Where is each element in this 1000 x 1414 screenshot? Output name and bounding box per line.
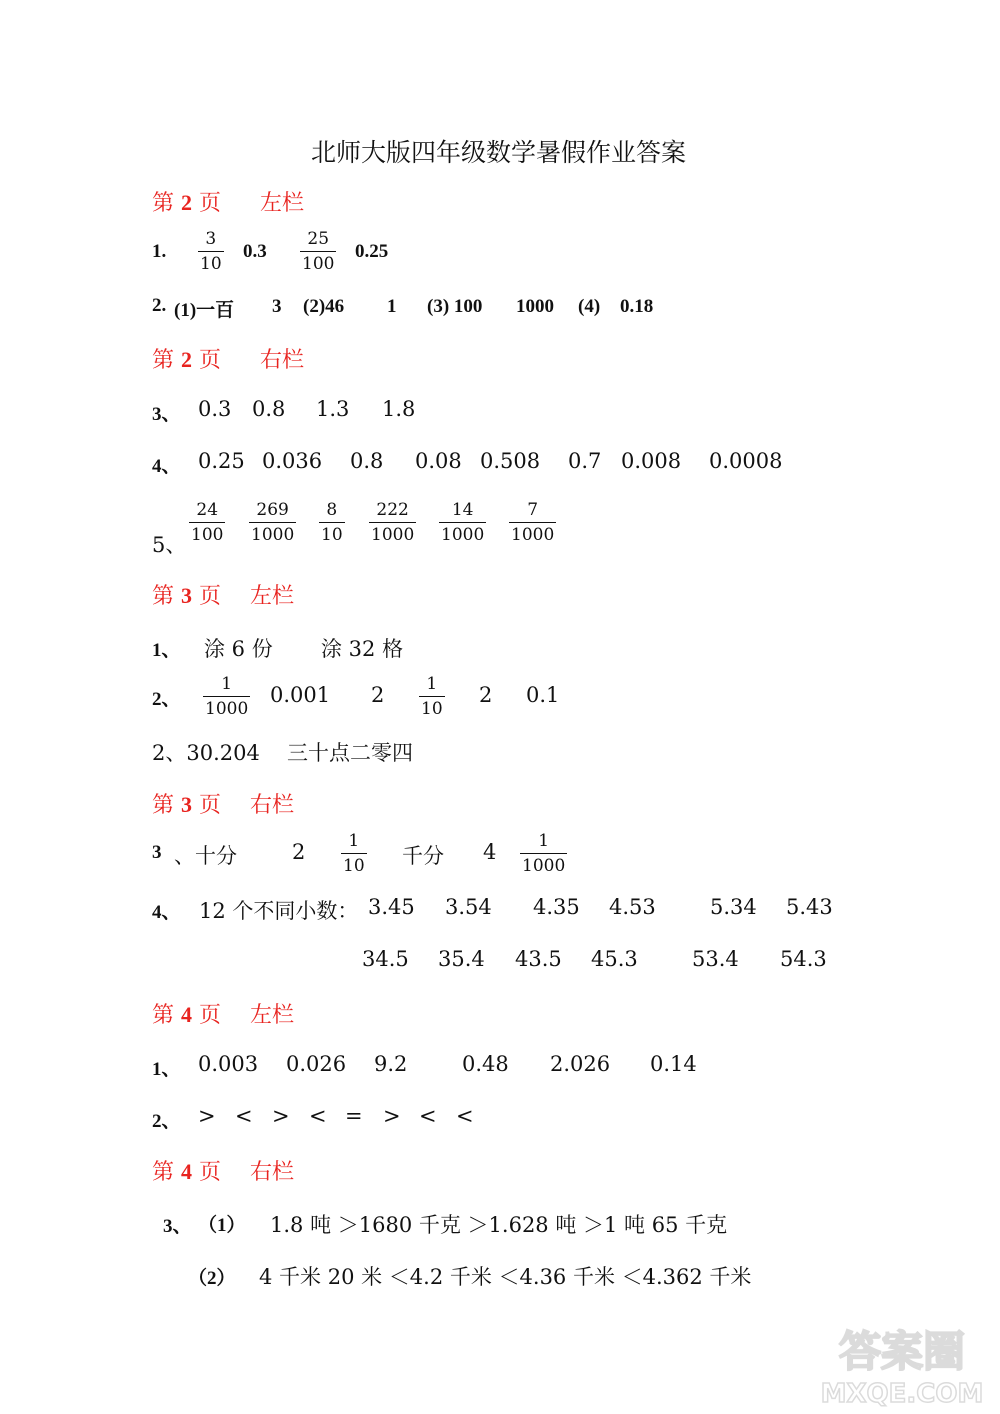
heading-column: 左栏 [260,191,305,216]
p4-q2-symbol: < [235,1104,253,1128]
fraction-denominator: 10 [198,251,224,273]
fraction-denominator: 1000 [439,522,486,544]
fraction-denominator: 1000 [203,696,250,718]
q4-label: 4、 [152,456,181,477]
q4-value: 0.508 [480,449,541,473]
fraction-numerator: 24 [196,500,219,520]
p3-q1-label: 1、 [152,640,181,661]
p3-q1-answer-b: 涂 32 格 [321,637,404,661]
q5-label: 5、 [152,533,187,557]
heading-post: 页 [199,1003,222,1028]
q1-value-2: 0.25 [355,241,389,262]
site-watermark-logo [812,1318,992,1408]
p3-q2-label: 2、 [152,689,181,710]
p3-q2-value: 2 [479,683,493,707]
watermark-text: 答案圈 [838,1327,966,1376]
q3-value: 0.3 [198,397,232,421]
p3r-q3-answer-c: 千分 [402,844,444,868]
heading-page-number: 4 [181,1002,193,1027]
heading-page-number: 2 [181,190,193,215]
q4-value: 0.0008 [709,449,783,473]
heading-pre: 第 [152,1160,175,1185]
p3-q2-value: 0.1 [526,683,560,707]
fraction-denominator: 100 [189,522,225,544]
fraction-denominator: 1000 [249,522,296,544]
fraction-numerator: 1 [538,831,550,851]
heading-column: 左栏 [250,584,295,609]
q5-fraction [249,502,296,544]
heading-page-number: 3 [181,792,193,817]
q1-fraction-2 [300,231,336,273]
q1-fraction-1 [198,231,224,273]
p4-q2-symbol: > [383,1104,401,1128]
p4-q2-symbol: < [309,1104,327,1128]
q5-fraction [189,502,225,544]
p3r-q3-answer-d: 4 [483,840,497,864]
q2-part-d: 1 [387,296,397,317]
heading-pre: 第 [152,793,175,818]
q2-part-c: (2)46 [303,296,345,317]
p4-q1-value: 0.14 [650,1052,697,1076]
section-heading-p2-right [152,343,304,374]
section-heading-p4-right [152,1155,294,1186]
heading-pre: 第 [152,584,175,609]
p3r-q4-value: 3.54 [445,895,492,919]
watermark-url: MXQE.COM [820,1379,984,1408]
p3r-q4-value: 3.45 [368,895,415,919]
page-title: 北师大版四年级数学暑假作业答案 [311,138,687,167]
p3-q2-value: 0.001 [270,683,331,707]
fraction-numerator: 1 [348,831,360,851]
fraction-denominator: 1000 [369,522,416,544]
p4r-q3-part1-answer: 1.8 吨 ＞1680 千克 ＞1.628 吨 ＞1 吨 65 千克 [270,1213,728,1237]
q3-label: 3、 [152,404,181,425]
p4r-q3-part1-label: （1） [198,1215,246,1236]
q2-part-f: 1000 [516,296,554,317]
fraction-denominator: 1000 [520,853,567,875]
fraction-numerator: 222 [376,500,409,520]
p4-q2-symbol: < [419,1104,437,1128]
p4r-q3-part2-label: （2） [188,1268,236,1289]
q5-fraction [439,502,486,544]
p3r-q3-answer-b: 2 [292,840,306,864]
q2-part-h: 0.18 [620,296,654,317]
heading-column: 右栏 [250,793,295,818]
p3r-q3-fraction-1 [341,833,367,875]
p4-q1-value: 0.48 [462,1052,509,1076]
q4-value: 0.25 [198,449,245,473]
fraction-denominator: 100 [300,251,336,273]
p3-q2b-words: 三十点二零四 [287,741,413,765]
p3-q2b-number: 2、30.204 [152,741,260,765]
p3r-q4-value: 34.5 [362,947,409,971]
fraction-denominator: 10 [419,696,445,718]
q2-part-b: 3 [272,296,282,317]
p4-q1-value: 9.2 [374,1052,408,1076]
fraction-numerator: 25 [307,229,330,249]
heading-post: 页 [199,348,222,373]
heading-post: 页 [199,1160,222,1185]
heading-column: 左栏 [250,1003,295,1028]
heading-column: 右栏 [260,348,305,373]
p4-q2-symbol: < [456,1104,474,1128]
heading-page-number: 3 [181,583,193,608]
p3r-q3-fraction-2 [520,833,567,875]
q1-label: 1. [152,241,167,262]
heading-page-number: 2 [181,347,193,372]
q4-value: 0.8 [350,449,384,473]
p3r-q4-value: 54.3 [780,947,827,971]
p3-q2-fraction-1 [203,676,250,718]
q3-value: 1.3 [316,397,350,421]
fraction-denominator: 10 [341,853,367,875]
p3r-q4-value: 5.34 [710,895,757,919]
fraction-numerator: 1 [426,674,438,694]
p3-q2-fraction-2 [419,676,445,718]
q3-value: 1.8 [382,397,416,421]
p3-q1-answer-a: 涂 6 份 [204,637,273,661]
q4-value: 0.08 [415,449,462,473]
heading-pre: 第 [152,348,175,373]
q1-value-1: 0.3 [243,241,267,262]
heading-pre: 第 [152,1003,175,1028]
heading-post: 页 [199,793,222,818]
section-heading-p4-left [152,998,294,1029]
p3r-q4-intro: 12 个不同小数： [199,899,359,923]
fraction-numerator: 14 [451,500,474,520]
section-heading-p2-left [152,186,304,217]
fraction-numerator: 1 [221,674,233,694]
heading-column: 右栏 [250,1160,295,1185]
p3r-q3-answer-a: 、十分 [174,844,237,868]
p4-q2-label: 2、 [152,1111,181,1132]
p3r-q3-label: 3 [152,842,162,863]
q3-value: 0.8 [252,397,286,421]
q2-part-e: (3) 100 [427,296,483,317]
p3-q2-value: 2 [371,683,385,707]
heading-pre: 第 [152,191,175,216]
heading-page-number: 4 [181,1159,193,1184]
fraction-numerator: 269 [256,500,289,520]
p3r-q4-value: 4.35 [533,895,580,919]
q2-label: 2. [152,295,167,316]
p3r-q4-value: 35.4 [438,947,485,971]
p4r-q3-label: 3、 [163,1216,192,1237]
p4-q1-value: 0.026 [286,1052,347,1076]
p3r-q4-value: 53.4 [692,947,739,971]
q4-value: 0.036 [262,449,323,473]
q5-fraction [509,502,556,544]
fraction-denominator: 10 [319,522,345,544]
q5-fraction [369,502,416,544]
p4-q1-value: 2.026 [550,1052,611,1076]
heading-post: 页 [199,191,222,216]
q2-part-a: (1)一百 [174,300,235,321]
section-heading-p3-left [152,579,294,610]
p3r-q4-value: 45.3 [591,947,638,971]
p4-q1-value: 0.003 [198,1052,259,1076]
heading-post: 页 [199,584,222,609]
p4-q2-symbol: = [345,1104,363,1128]
p4-q1-label: 1、 [152,1059,181,1080]
q4-value: 0.008 [621,449,682,473]
fraction-numerator: 3 [205,229,217,249]
q5-fraction [319,502,345,544]
q2-part-g: (4) [578,296,601,317]
p4r-q3-part2-answer: 4 千米 20 米 ＜4.2 千米 ＜4.36 千米 ＜4.362 千米 [259,1265,752,1289]
p4-q2-symbol: > [198,1104,216,1128]
p3r-q4-value: 43.5 [515,947,562,971]
p3r-q4-label: 4、 [152,902,181,923]
q4-value: 0.7 [568,449,602,473]
p3r-q4-value: 4.53 [609,895,656,919]
section-heading-p3-right [152,788,294,819]
fraction-denominator: 1000 [509,522,556,544]
p3r-q4-value: 5.43 [786,895,833,919]
fraction-numerator: 8 [326,500,338,520]
fraction-numerator: 7 [527,500,539,520]
p4-q2-symbol: > [272,1104,290,1128]
